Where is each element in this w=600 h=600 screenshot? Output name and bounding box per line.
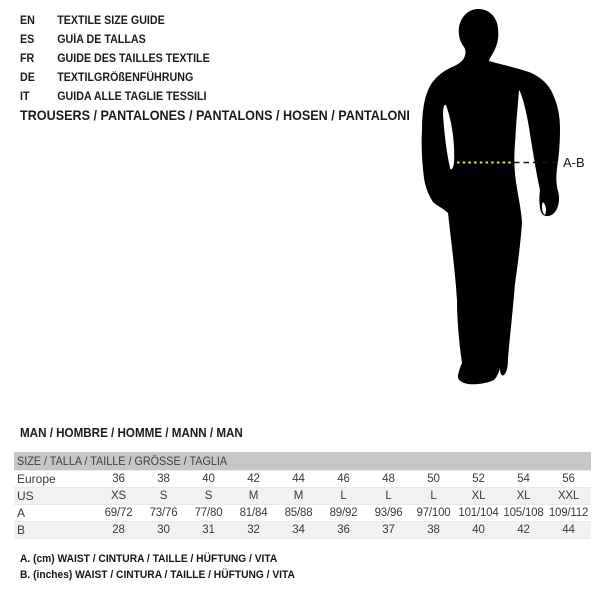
note-a: A. (cm) WAIST / CINTURA / TAILLE / HÜFTUNG / VITA bbox=[20, 553, 278, 565]
size-table-body bbox=[14, 470, 591, 539]
row-label: US bbox=[17, 489, 34, 503]
language-row-en bbox=[20, 12, 210, 31]
size-value: 37 bbox=[382, 524, 395, 536]
language-title: GUIDE DES TAILLES TEXTILE bbox=[57, 53, 210, 65]
size-value: 93/96 bbox=[374, 507, 403, 519]
size-value: L bbox=[340, 490, 347, 502]
size-table-header-label: SIZE / TALLA / TAILLE / GRÖSSE / TAGLIA bbox=[17, 454, 228, 468]
measure-notes bbox=[20, 552, 316, 583]
size-table-header bbox=[14, 452, 591, 470]
size-value: 38 bbox=[157, 473, 170, 485]
size-value: 52 bbox=[472, 473, 485, 485]
size-value: 34 bbox=[292, 524, 305, 536]
size-value: 32 bbox=[247, 524, 260, 536]
language-title: TEXTILGRÖßENFÜHRUNG bbox=[57, 72, 194, 84]
size-value: 46 bbox=[337, 473, 350, 485]
language-code: DE bbox=[20, 72, 35, 84]
size-value: 105/108 bbox=[503, 507, 544, 519]
size-value: 40 bbox=[202, 473, 215, 485]
measure-label: A-B bbox=[563, 155, 585, 170]
size-value: 101/104 bbox=[458, 507, 499, 519]
size-value: 36 bbox=[112, 473, 125, 485]
size-value: 38 bbox=[427, 524, 440, 536]
size-value: 28 bbox=[112, 524, 125, 536]
size-value: 40 bbox=[472, 524, 485, 536]
size-value: 77/80 bbox=[194, 507, 223, 519]
size-value: 44 bbox=[562, 524, 575, 536]
table-row-a bbox=[14, 504, 591, 521]
size-value: 42 bbox=[247, 473, 260, 485]
row-label: B bbox=[17, 523, 26, 537]
size-value: 44 bbox=[292, 473, 305, 485]
size-value: 36 bbox=[337, 524, 350, 536]
row-label: A bbox=[17, 506, 26, 520]
garment-title: TROUSERS / PANTALONES / PANTALONS / HOSEN / PANTALONI bbox=[20, 107, 410, 123]
section-title: MAN / HOMBRE / HOMME / MANN / MAN bbox=[20, 426, 243, 440]
language-code: IT bbox=[20, 91, 30, 103]
language-list bbox=[20, 12, 224, 107]
language-code: ES bbox=[20, 34, 35, 46]
size-value: L bbox=[430, 490, 437, 502]
size-value: 73/76 bbox=[149, 507, 178, 519]
size-value: S bbox=[204, 490, 213, 502]
size-value: 89/92 bbox=[329, 507, 358, 519]
note-b: B. (inches) WAIST / CINTURA / TAILLE / HÜFTUNG / VITA bbox=[20, 568, 295, 581]
size-value: 31 bbox=[202, 524, 215, 536]
size-value: 42 bbox=[517, 524, 530, 536]
language-row-de bbox=[20, 69, 210, 88]
size-value: 48 bbox=[382, 473, 395, 485]
size-value: M bbox=[248, 490, 259, 502]
row-label: Europe bbox=[17, 472, 56, 486]
size-value: 56 bbox=[562, 473, 575, 485]
man-silhouette-figure bbox=[400, 0, 600, 420]
size-value: S bbox=[159, 490, 168, 502]
language-code: EN bbox=[20, 15, 35, 27]
size-value: M bbox=[293, 490, 304, 502]
table-row-europe bbox=[14, 470, 591, 487]
size-value: 97/100 bbox=[416, 507, 451, 519]
size-value: 69/72 bbox=[104, 507, 133, 519]
language-row-es bbox=[20, 31, 210, 50]
table-row-us bbox=[14, 487, 591, 504]
size-value: XXL bbox=[557, 490, 580, 502]
language-title: TEXTILE SIZE GUIDE bbox=[57, 15, 165, 27]
size-value: 85/88 bbox=[284, 507, 313, 519]
man-silhouette-icon bbox=[422, 9, 560, 384]
language-code: FR bbox=[20, 53, 35, 65]
size-value: XS bbox=[111, 490, 126, 502]
size-value: 50 bbox=[427, 473, 440, 485]
language-row-fr bbox=[20, 50, 210, 69]
size-value: 54 bbox=[517, 473, 530, 485]
size-value: 81/84 bbox=[239, 507, 268, 519]
language-title: GUÍA DE TALLAS bbox=[57, 34, 146, 46]
table-row-b bbox=[14, 521, 591, 538]
size-value: L bbox=[385, 490, 392, 502]
size-table bbox=[14, 452, 591, 539]
size-value: XL bbox=[516, 490, 531, 502]
size-value: XL bbox=[471, 490, 486, 502]
language-row-it bbox=[20, 88, 210, 107]
language-title: GUIDA ALLE TAGLIE TESSILI bbox=[57, 91, 207, 103]
size-value: 109/112 bbox=[548, 507, 589, 519]
size-value: 30 bbox=[157, 524, 170, 536]
